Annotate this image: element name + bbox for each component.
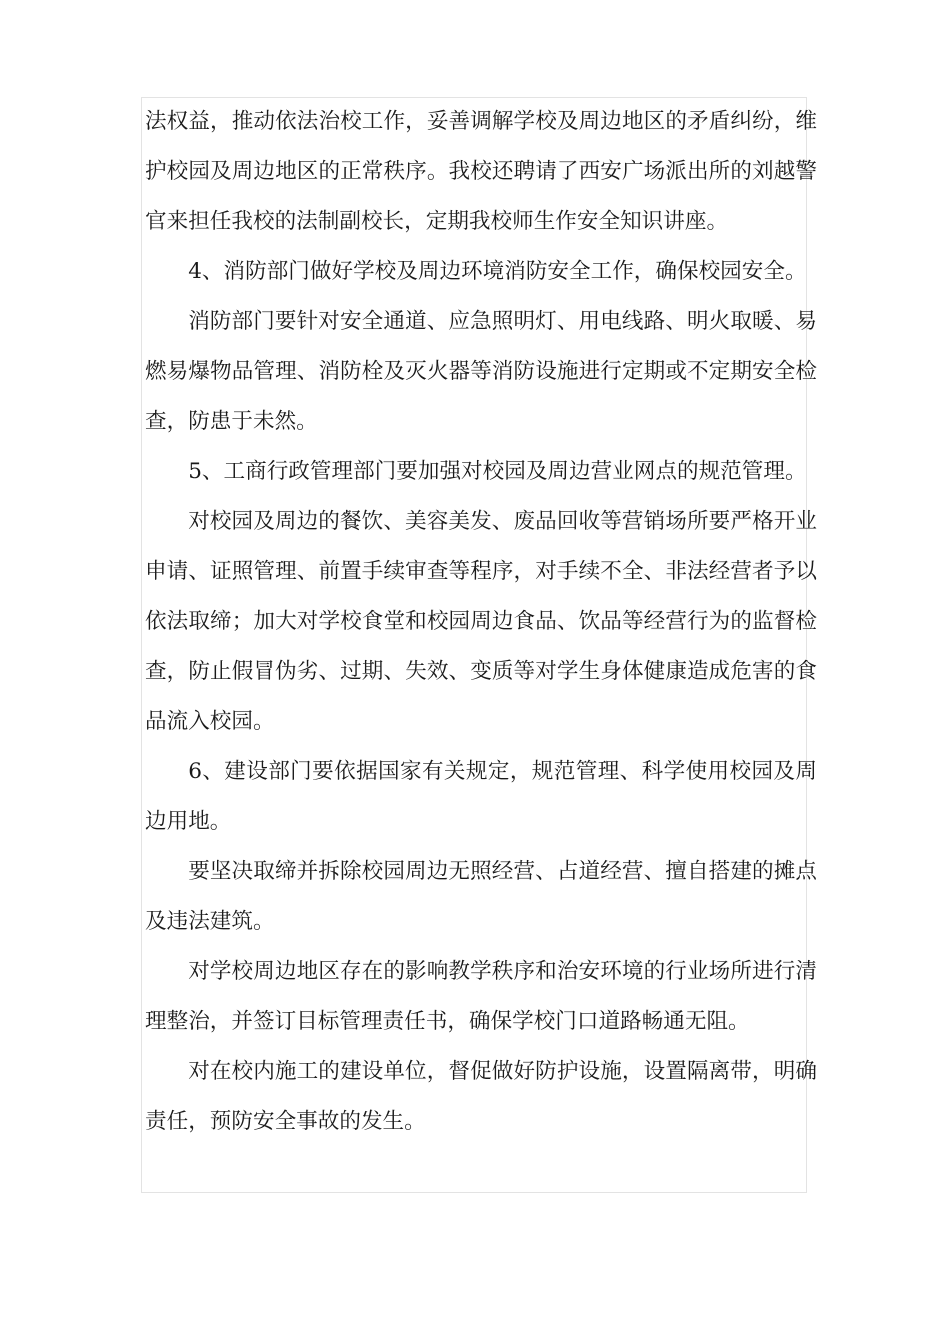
paragraph-2: 4、消防部门做好学校及周边环境消防安全工作，确保校园安全。 (188, 259, 807, 284)
paragraph-5: 对校园及周边的餐饮、美容美发、废品回收等营销场所要严格开业申请、证照管理、前置手续审查等程序，对手续不全、非法经营者予以依法取缔；加大对学校食堂和校园周边食品、饮品等经营行为的监督检查，防止假冒伪劣、过期、失效、变质等对学生身体健康造成危害的食品流入校园。 (145, 509, 817, 734)
paragraph-1: 法权益，推动依法治校工作，妥善调解学校及周边地区的矛盾纠纷，维护校园及周边地区的正常秩序。我校还聘请了西安广场派出所的刘越警官来担任我校的法制副校长，定期我校师生作安全知识讲座。 (145, 109, 817, 234)
paragraph-9: 对在校内施工的建设单位，督促做好防护设施，设置隔离带，明确责任，预防安全事故的发生。 (145, 1059, 817, 1134)
paragraph-3: 消防部门要针对安全通道、应急照明灯、用电线路、明火取暖、易燃易爆物品管理、消防栓及灭火器等消防设施进行定期或不定期安全检查，防患于未然。 (145, 309, 817, 434)
paragraph-4: 5、工商行政管理部门要加强对校园及周边营业网点的规范管理。 (188, 459, 807, 484)
paragraph-6: 6、建设部门要依据国家有关规定，规范管理、科学使用校园及周边用地。 (145, 759, 817, 834)
document-body (145, 97, 817, 1147)
paragraph-8: 对学校周边地区存在的影响教学秩序和治安环境的行业场所进行清理整治，并签订目标管理责任书，确保学校门口道路畅通无阻。 (145, 959, 817, 1034)
paragraph-7: 要坚决取缔并拆除校园周边无照经营、占道经营、擅自搭建的摊点及违法建筑。 (145, 859, 817, 934)
